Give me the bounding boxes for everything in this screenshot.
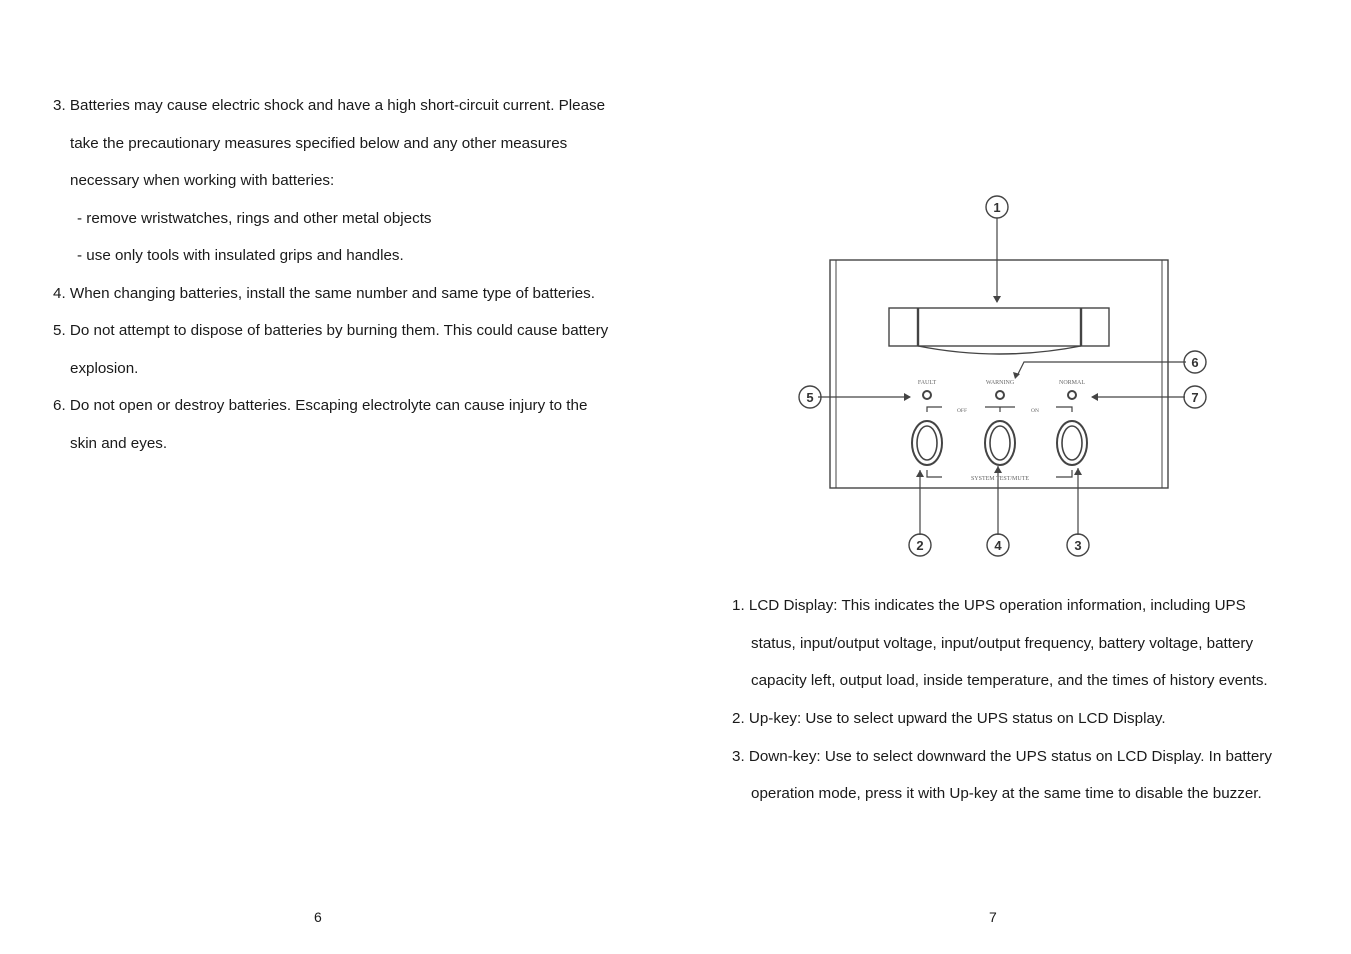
right-text-line: capacity left, output load, inside temperature, and the times of history events. <box>751 672 1268 689</box>
right-text-line: status, input/output voltage, input/output frequency, battery voltage, battery <box>751 635 1254 652</box>
left-text-line: 4. When changing batteries, install the same number and same type of batteries. <box>53 285 595 302</box>
right-text-line: operation mode, press it with Up-key at the same time to disable the buzzer. <box>751 785 1262 802</box>
fault-label: FAULT <box>917 380 937 386</box>
right-text-line: 1. LCD Display: This indicates the UPS operation information, including UPS <box>732 597 1246 614</box>
fault-led-shape <box>923 391 931 399</box>
left-text-line: - remove wristwatches, rings and other metal objects <box>77 210 432 227</box>
panel-outline <box>830 260 1168 488</box>
left-text-line: 5. Do not attempt to dispose of batteries by burning them. This could cause battery <box>53 322 609 339</box>
left-text-line: 3. Batteries may cause electric shock and have a high short-circuit current. Please <box>53 97 606 114</box>
callout-3: 3 <box>1074 538 1082 553</box>
on-label: ON <box>1031 408 1039 414</box>
warning-label: WARNING <box>985 380 1015 386</box>
callout-7: 7 <box>1191 390 1199 405</box>
normal-led-shape <box>1068 391 1076 399</box>
callout-1: 1 <box>993 200 1001 215</box>
callout-6: 6 <box>1191 355 1199 370</box>
warning-led-shape <box>996 391 1004 399</box>
ups-front-panel-diagram <box>790 190 1220 570</box>
left-text-line: 6. Do not open or destroy batteries. Escaping electrolyte can cause injury to the <box>53 397 588 414</box>
left-text-line: - use only tools with insulated grips and handles. <box>77 247 404 264</box>
right-text-line: 2. Up-key: Use to select upward the UPS status on LCD Display. <box>732 710 1166 727</box>
callout-4: 4 <box>994 538 1002 553</box>
left-text-line: skin and eyes. <box>70 435 168 452</box>
page-number-right: 7 <box>989 909 997 925</box>
right-text-line: 3. Down-key: Use to select downward the UPS status on LCD Display. In battery <box>732 748 1272 765</box>
callout-5: 5 <box>806 390 814 405</box>
callout-2: 2 <box>916 538 924 553</box>
off-label: OFF <box>956 408 968 414</box>
page-number-left: 6 <box>314 909 322 925</box>
normal-label: NORMAL <box>1058 380 1086 386</box>
left-text-line: explosion. <box>70 360 139 377</box>
system-test-mute-label: SYSTEM TEST/MUTE <box>970 476 1030 482</box>
lcd-display-shape <box>889 308 1109 346</box>
left-text-line: necessary when working with batteries: <box>70 172 335 189</box>
left-text-line: take the precautionary measures specified below and any other measures <box>70 135 568 152</box>
